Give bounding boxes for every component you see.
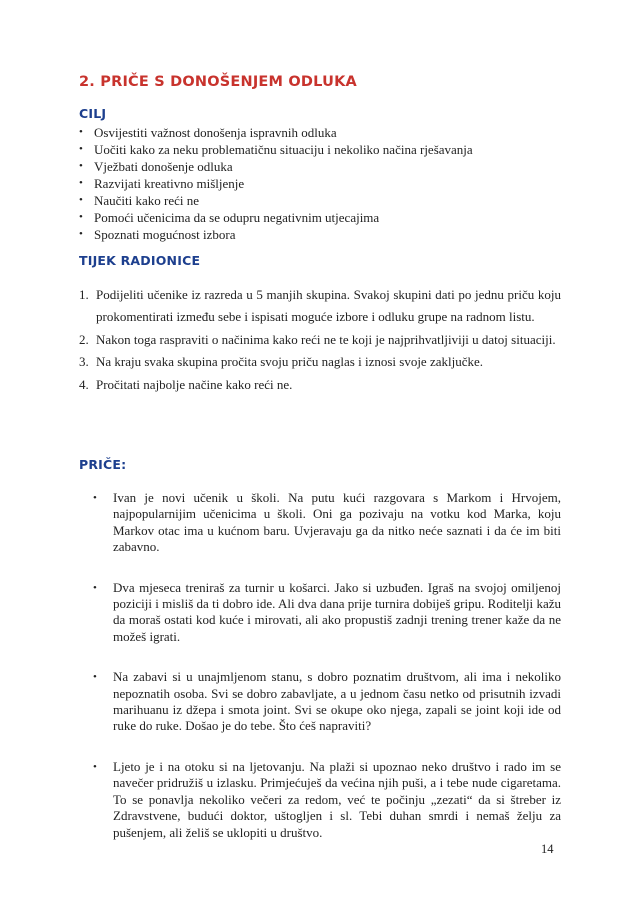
step-text: Na kraju svaka skupina pročita svoju priču naglas i iznosi svoje zaključke. (96, 354, 484, 370)
step-number: 3. (79, 354, 89, 370)
workshop-flow-heading: TIJEK RADIONICE (79, 253, 201, 268)
step-text: Nakon toga raspraviti o načinima kako reći ne te koji je najprihvatljiviji u datoj situaciji. (96, 331, 556, 347)
bullet-icon: • (79, 126, 83, 138)
story-item (93, 669, 561, 735)
goal-item: • Razvijati kreativno mišljenje (79, 176, 245, 191)
bullet-icon: • (79, 194, 83, 206)
bullet-icon: • (93, 581, 97, 594)
goal-item: • Spoznati mogućnost izbora (79, 227, 236, 242)
stories-list (93, 490, 561, 865)
goal-item: • Pomoći učenicima da se odupru negativnim utjecajima (79, 210, 380, 225)
bullet-icon: • (79, 160, 83, 172)
step-text: Podijeliti učenike iz razreda u 5 manjih skupina. Svakoj skupini dati po jednu priču koju prokomentirati između sebe i ispisati moguće izbore i odluku grupe na radnom listu. (96, 287, 561, 325)
bullet-icon: • (93, 671, 97, 684)
bullet-icon: • (79, 211, 83, 223)
workshop-steps-list (79, 284, 561, 396)
bullet-icon: • (79, 177, 83, 189)
story-text: Ljeto je i na otoku si na ljetovanju. Na plaži si upoznao neko društvo i rado im se navečer pridružiš u izlasku. Primjećuješ da većina njih puši, a i tebe nude cigaretama. To se ponavlja nekoliko večeri za redom, već te počinju „zezati“ da si štreber iz Zdravstvene, budući doktor, uštogljen i sl. Tebi duhan smrdi i nemaš želju za pušenjem, ali želiš se uklopiti u društvo. (113, 758, 561, 840)
bullet-icon: • (79, 228, 83, 240)
step-number: 1. (79, 287, 89, 302)
story-text: Dva mjeseca treniraš za turnir u košarci. Jako si uzbuđen. Igraš na svojoj omiljenoj poziciji i misliš da ti dobro ide. Ali dva dana prije turnira dobiješ gripu. Roditelji kažu da moraš ostati kod kuće i mirovati, ali ako propustiš zadnji trening trener kaže da ne možeš igrati. (113, 579, 561, 644)
step-number: 4. (79, 376, 89, 392)
story-text: Na zabavi si u unajmljenom stanu, s dobro poznatim društvom, ali ima i nekoliko nepoznatih osoba. Svi se dobro zabavljate, a u jednom času netko od prisutnih izvadi marihuanu iz džepa i smota joint. Svi se okupe oko njega, zapali se joint koji ide od ruke do ruke. Došao je do tebe. Što ćeš napraviti? (113, 669, 561, 734)
section-title: 2. PRIČE S DONOŠENJEM ODLUKA (79, 74, 357, 90)
goal-item: • Osvijestiti važnost donošenja ispravnih odluka (79, 125, 337, 140)
step-number: 2. (79, 331, 89, 347)
page-number: 14 (541, 842, 554, 856)
story-item (93, 580, 561, 646)
step-text: Pročitati najbolje načine kako reći ne. (96, 376, 293, 392)
bullet-icon: • (93, 492, 97, 504)
goal-item: • Uočiti kako za neku problematičnu situaciju i nekoliko načina rješavanja (79, 142, 473, 157)
goals-list (79, 124, 579, 243)
stories-heading: PRIČE: (79, 457, 127, 472)
step-item (79, 374, 561, 396)
step-item (79, 284, 561, 329)
bullet-icon: • (93, 760, 97, 773)
goals-heading: CILJ (79, 106, 107, 121)
bullet-icon: • (79, 143, 83, 155)
story-item (93, 759, 561, 841)
goal-item: • Vježbati donošenje odluka (79, 159, 233, 174)
story-item (93, 490, 561, 556)
goal-item: • Naučiti kako reći ne (79, 193, 200, 208)
story-text: Ivan je novi učenik u školi. Na putu kući razgovara s Markom i Hrvojem, najpopularnijim učenicima u školi. Oni ga pozivaju na votku kod Marka, koju Markov otac ima u kućnom baru. Uvjeravaju ga da nitko neće saznati i da će im biti zabavno. (113, 490, 561, 555)
step-item (79, 351, 561, 373)
step-item (79, 329, 561, 351)
